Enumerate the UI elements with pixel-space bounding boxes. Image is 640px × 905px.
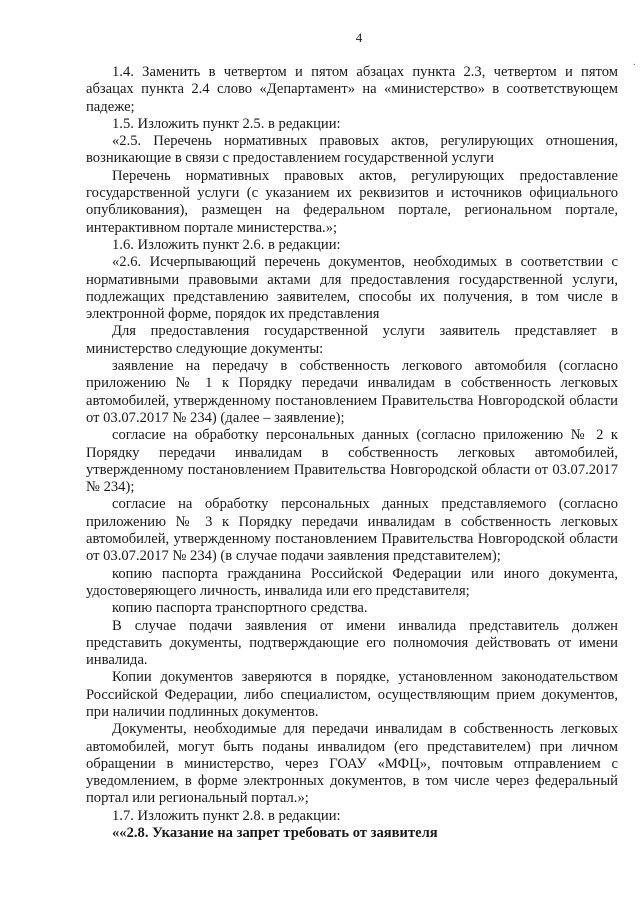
- document-body: [86, 64, 618, 842]
- edge-mark: ·: [632, 60, 636, 71]
- paragraph-2-6-heading: «2.6. Исчерпывающий перечень документов, необходимых в соответствии с нормативными правовыми актами для предоставления государственной услуги, подлежащих представлению заявителем, способы их получения, в том числе в электронной форме, порядок их представления: [86, 254, 618, 323]
- paragraph-2-5-body: Перечень нормативных правовых актов, регулирующих предоставление государственной услуги (с указанием их реквизитов и источников официального опубликования), размещен на федеральном портале, региональном портале, интерактивном портале министерства.»;: [86, 167, 618, 236]
- list-item-consent-represented: согласие на обработку персональных данных представляемого (согласно приложению № 3 к Порядку передачи инвалидам в собственность легковых автомобилей, утвержденному постановлением Правительства Новгородской области от 03.07.2017 № 234) (в случае подачи заявления представителем);: [86, 496, 618, 565]
- paragraph-2-5-heading: «2.5. Перечень нормативных правовых актов, регулирующих отношения, возникающие в связи с предоставлением государственной услуги: [86, 133, 618, 167]
- paragraph-1-7: 1.7. Изложить пункт 2.8. в редакции:: [112, 807, 341, 824]
- paragraph-1-5: 1.5. Изложить пункт 2.5. в редакции:: [112, 115, 341, 132]
- paragraph-1-6: 1.6. Изложить пункт 2.6. в редакции:: [112, 236, 341, 253]
- list-item-passport: копию паспорта гражданина Российской Федерации или иного документа, удостоверяющего личность, инвалида или его представителя;: [86, 565, 618, 599]
- page-number: 4: [355, 30, 363, 45]
- paragraph-documents-intro: Для предоставления государственной услуги заявитель представляет в министерство следующие документы:: [86, 323, 618, 357]
- paragraph-2-8-heading: ««2.8. Указание на запрет требовать от заявителя: [112, 825, 438, 842]
- list-item-vehicle-passport: копию паспорта транспортного средства.: [112, 600, 368, 617]
- paragraph-copies: Копии документов заверяются в порядке, установленном законодательством Российской Федерации, либо специалистом, осуществляющим прием документов, при наличии подлинных документов.: [86, 669, 618, 720]
- paragraph-1-4: 1.4. Заменить в четвертом и пятом абзацах пункта 2.3, четвертом и пятом абзацах пункта 2.4 слово «Департамент» на «министерство» в соответствующем падеже;: [86, 64, 618, 115]
- list-item-consent: согласие на обработку персональных данных (согласно приложению № 2 к Порядку передачи инвалидам в собственность легковых автомобилей, утвержденному постановлением Правительства Новгородской области от 03.07.2017 № 234);: [86, 427, 618, 496]
- paragraph-representative: В случае подачи заявления от имени инвалида представитель должен представить документы, подтверждающие его полномочия действовать от имени инвалида.: [86, 617, 618, 669]
- list-item-application: заявление на передачу в собственность легкового автомобиля (согласно приложению № 1 к Порядку передачи инвалидам в собственность легковых автомобилей, утвержденному постановлением Правительства Новгородской области от 03.07.2017 № 234) (далее – заявление);: [86, 358, 618, 426]
- paragraph-submission: Документы, необходимые для передачи инвалидам в собственность легковых автомобилей, могут быть поданы инвалидом (его представителем) при личном обращении в министерство, через ГОАУ «МФЦ», почтовым отправлением с уведомлением, в форме электронных документов, в том числе через федеральный портал или региональный портал.»;: [86, 721, 618, 807]
